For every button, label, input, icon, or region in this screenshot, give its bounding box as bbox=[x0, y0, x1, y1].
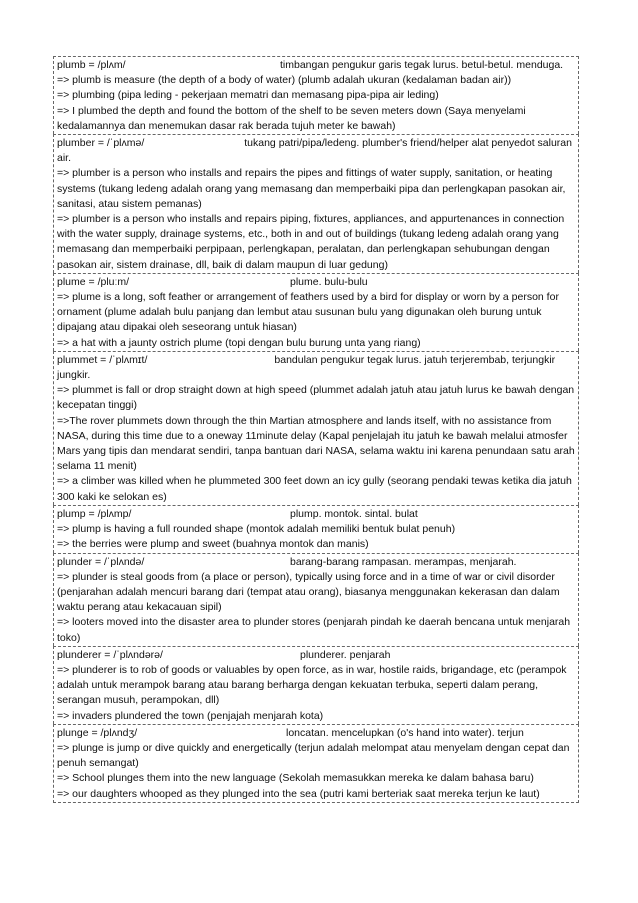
gloss: plump. montok. sintal. bulat bbox=[290, 507, 418, 520]
gloss: plunderer. penjarah bbox=[300, 648, 391, 661]
headword: plump = /plʌmp/ bbox=[57, 507, 132, 520]
entry-plummet bbox=[53, 351, 579, 505]
example-line: =>The rover plummets down through the thin Martian atmosphere and lands itself, with no assistance from NASA, during this time due to a oneway 11minute delay (Kapal penjelajah itu jatuh ke bawah melalui atmosfer Mars yang tipis dan mendarat sendiri, tanpa bantuan dari NASA, selama waktu ini karena penundaan satu arah selama 11 menit) bbox=[57, 414, 575, 473]
gloss: barang-barang rampasan. merampas, menjarah. bbox=[290, 555, 517, 568]
example-line: => plumbing (pipa leding - pekerjaan mematri dan memasang pipa-pipa air leding) bbox=[57, 89, 439, 102]
headword: plunder = /ˈplʌndə/ bbox=[57, 555, 145, 568]
example-line: => plumb is measure (the depth of a body of water) (plumb adalah ukuran (kedalaman badan air)) bbox=[57, 74, 512, 87]
headword: plummet = /ˈplʌmɪt/ bbox=[57, 353, 148, 366]
entry-plump bbox=[53, 505, 579, 553]
entry-plumber bbox=[53, 134, 579, 273]
dictionary-document bbox=[53, 56, 579, 803]
example-line: => plunder is steal goods from (a place or person), typically using force and in a time of war or civil disorder (penjarahan adalah mencuri barang dari (tempat atau orang), biasanya menggunakan kekerasan dan dalam waktu perang atau kekacauan sipil) bbox=[57, 570, 560, 614]
example-line: => plummet is fall or drop straight down at high speed (plummet adalah jatuh atau jatuh lurus ke bawah dengan kecepatan tinggi) bbox=[57, 384, 575, 412]
entry-plumb bbox=[53, 56, 579, 134]
headword: plumb = /plʌm/ bbox=[57, 59, 126, 71]
example-line: => plumber is a person who installs and repairs piping, fixtures, appliances, and appurtenances in connection with the water supply, drainage systems, etc., both in and out of buildings (tukang ledeng adalah orang yang memasang dan memperbaiki perpipaan, perlengkapan, peralatan, dan perlengkapan sehubungan dengan pasokan air, sistem drainase, dll, baik di dalam maupun di luar gedung) bbox=[57, 213, 565, 271]
gloss: timbangan pengukur garis tegak lurus. betul-betul. menduga. bbox=[280, 59, 564, 71]
example-line: => School plunges them into the new language (Sekolah memasukkan mereka ke dalam bahasa baru) bbox=[57, 772, 534, 785]
headword: plunge = /plʌndʒ/ bbox=[57, 726, 138, 739]
gloss: tukang patri/pipa/ledeng. plumber's friend/helper alat penyedot saluran air. bbox=[57, 137, 572, 165]
example-line: => invaders plundered the town (penjajah menjarah kota) bbox=[57, 709, 324, 722]
example-line: => plumber is a person who installs and repairs the pipes and fittings of water supply, sanitation, or heating systems (tukang ledeng adalah orang yang memasang dan memperbaiki pipa dan perlengkapan pasokan air, sanitasi, atau sistem pemanas) bbox=[57, 167, 566, 210]
headword: plumber = /ˈplʌmə/ bbox=[57, 137, 145, 150]
headword: plunderer = /ˈplʌndərə/ bbox=[57, 648, 163, 661]
example-line: => I plumbed the depth and found the bottom of the shelf to be seven meters down (Saya menyelami kedalamannya dan menemukan dasar rak berada tujuh meter ke bawah) bbox=[57, 104, 526, 132]
gloss: bandulan pengukur tegak lurus. jatuh terjerembab, terjungkir jungkir. bbox=[57, 353, 556, 382]
example-line: => a hat with a jaunty ostrich plume (topi dengan bulu burung unta yang riang) bbox=[57, 336, 421, 349]
entry-plunge bbox=[53, 724, 579, 803]
example-line: => plunderer is to rob of goods or valuables by open force, as in war, hostile raids, brigandage, etc (perampok adalah untuk merampok barang atau barang berharga dengan kekuatan terbuka, seperti dalam perang, serangan musuh, perampokan, dll) bbox=[57, 663, 567, 707]
headword: plume = /pluːm/ bbox=[57, 275, 130, 288]
example-line: => looters moved into the disaster area to plunder stores (penjarah pindah ke daerah bencana untuk menjarah toko) bbox=[57, 616, 571, 644]
example-line: => the berries were plump and sweet (buahnya montok dan manis) bbox=[57, 538, 369, 551]
example-line: => plume is a long, soft feather or arrangement of feathers used by a bird for display or worn by a person for ornament (plume adalah bulu panjang dan lembut atau susunan bulu yang digunakan oleh burung untuk dipajang atau dipakai oleh seseorang untuk hiasan) bbox=[57, 291, 559, 334]
gloss: loncatan. mencelupkan (o's hand into water). terjun bbox=[286, 726, 524, 739]
example-line: => our daughters whooped as they plunged into the sea (putri kami berteriak saat mereka terjun ke laut) bbox=[57, 787, 540, 800]
example-line: => plump is having a full rounded shape (montok adalah memiliki bentuk bulat penuh) bbox=[57, 523, 456, 536]
example-line: => a climber was killed when he plummeted 300 feet down an icy gully (seorang pendaki tewas ketika dia jatuh 300 kaki ke selokan es) bbox=[57, 475, 572, 503]
gloss: plume. bulu-bulu bbox=[290, 275, 368, 288]
example-line: => plunge is jump or dive quickly and energetically (terjun adalah melompat atau menyelam dengan cepat dan penuh semangat) bbox=[57, 741, 570, 770]
entry-plume bbox=[53, 273, 579, 351]
entry-plunder bbox=[53, 553, 579, 646]
entry-plunderer bbox=[53, 646, 579, 724]
